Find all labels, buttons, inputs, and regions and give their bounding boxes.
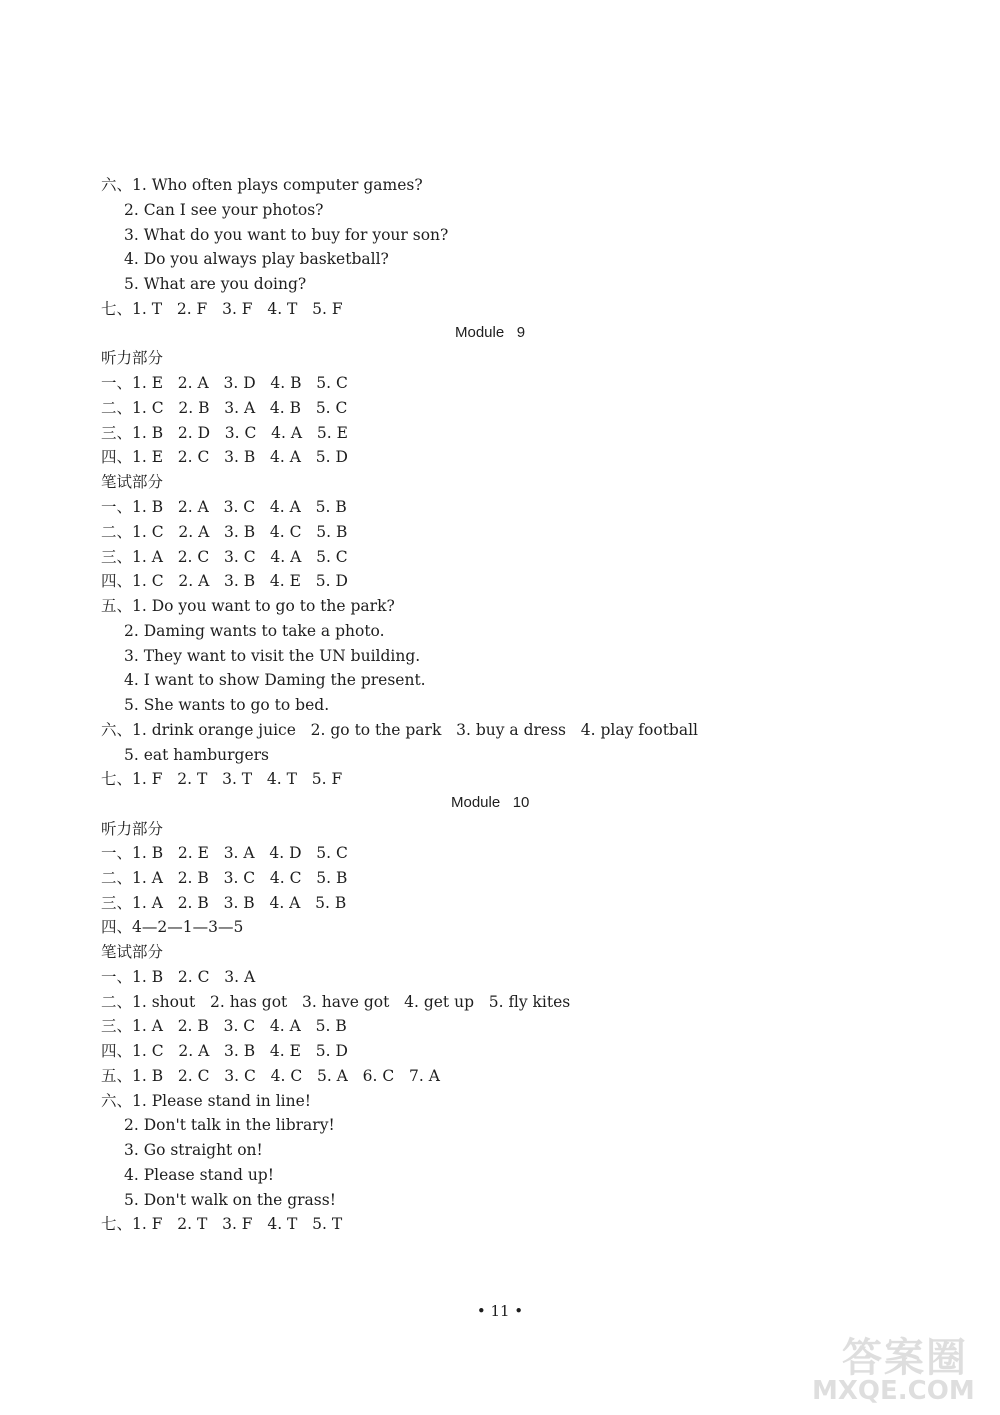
answer-line: 5. What are you doing?: [124, 275, 307, 293]
answer-line: 3. Go straight on!: [124, 1141, 263, 1159]
answer-line: 六、1. Please stand in line!: [101, 1092, 311, 1110]
answer-line: 5. Don't walk on the grass!: [124, 1191, 336, 1209]
section-heading-writing: 笔试部分: [101, 473, 164, 491]
answer-line: 七、1. T 2. F 3. F 4. T 5. F: [101, 300, 343, 318]
answer-line: 一、1. B 2. E 3. A 4. D 5. C: [101, 844, 348, 862]
module-10-title: Module 10: [451, 794, 530, 811]
answer-line: 一、1. B 2. A 3. C 4. A 5. B: [101, 498, 347, 516]
answer-line: 4. I want to show Daming the present.: [124, 671, 426, 689]
answer-line: 2. Daming wants to take a photo.: [124, 622, 385, 640]
answer-line: 五、1. Do you want to go to the park?: [101, 597, 395, 615]
answer-line: 2. Can I see your photos?: [124, 201, 324, 219]
answer-line: 四、1. E 2. C 3. B 4. A 5. D: [101, 448, 348, 466]
answer-line: 三、1. A 2. B 3. C 4. A 5. B: [101, 1017, 347, 1035]
answer-line: 四、1. C 2. A 3. B 4. E 5. D: [101, 1042, 348, 1060]
answer-line: 二、1. shout 2. has got 3. have got 4. get up 5. fly kites: [101, 993, 571, 1011]
watermark-url: MXQE.COM: [812, 1376, 975, 1406]
watermark: [812, 1326, 992, 1406]
answer-line: 四、4—2—1—3—5: [101, 918, 244, 936]
watermark-logo: 答案圈: [842, 1335, 968, 1381]
answer-line: 5. She wants to go to bed.: [124, 696, 330, 714]
answer-line: 3. They want to visit the UN building.: [124, 647, 421, 665]
answer-line: 4. Do you always play basketball?: [124, 250, 389, 268]
answer-line: 一、1. E 2. A 3. D 4. B 5. C: [101, 374, 348, 392]
answer-line: 二、1. C 2. B 3. A 4. B 5. C: [101, 399, 348, 417]
answer-line: 四、1. C 2. A 3. B 4. E 5. D: [101, 572, 348, 590]
answer-line: 六、1. drink orange juice 2. go to the park 3. buy a dress 4. play football: [101, 721, 699, 739]
answer-line: 三、1. A 2. B 3. B 4. A 5. B: [101, 894, 347, 912]
answer-line: 二、1. C 2. A 3. B 4. C 5. B: [101, 523, 348, 541]
answer-line: 5. eat hamburgers: [124, 746, 269, 764]
section-heading-writing: 笔试部分: [101, 943, 164, 961]
answer-line: 七、1. F 2. T 3. F 4. T 5. T: [101, 1215, 343, 1233]
answer-line: 一、1. B 2. C 3. A: [101, 968, 256, 986]
answer-line: 3. What do you want to buy for your son?: [124, 226, 449, 244]
answer-line: 七、1. F 2. T 3. T 4. T 5. F: [101, 770, 343, 788]
page-number: • 11 •: [476, 1302, 524, 1320]
answer-line: 2. Don't talk in the library!: [124, 1116, 335, 1134]
answer-line: 4. Please stand up!: [124, 1166, 274, 1184]
answer-line: 五、1. B 2. C 3. C 4. C 5. A 6. C 7. A: [101, 1067, 440, 1085]
answer-line: 二、1. A 2. B 3. C 4. C 5. B: [101, 869, 348, 887]
answer-line: 六、1. Who often plays computer games?: [101, 176, 423, 194]
answer-line: 三、1. B 2. D 3. C 4. A 5. E: [101, 424, 348, 442]
module-9-title: Module 9: [455, 324, 526, 341]
section-heading-listening: 听力部分: [101, 349, 164, 367]
section-heading-listening: 听力部分: [101, 820, 164, 838]
answer-line: 三、1. A 2. C 3. C 4. A 5. C: [101, 548, 348, 566]
